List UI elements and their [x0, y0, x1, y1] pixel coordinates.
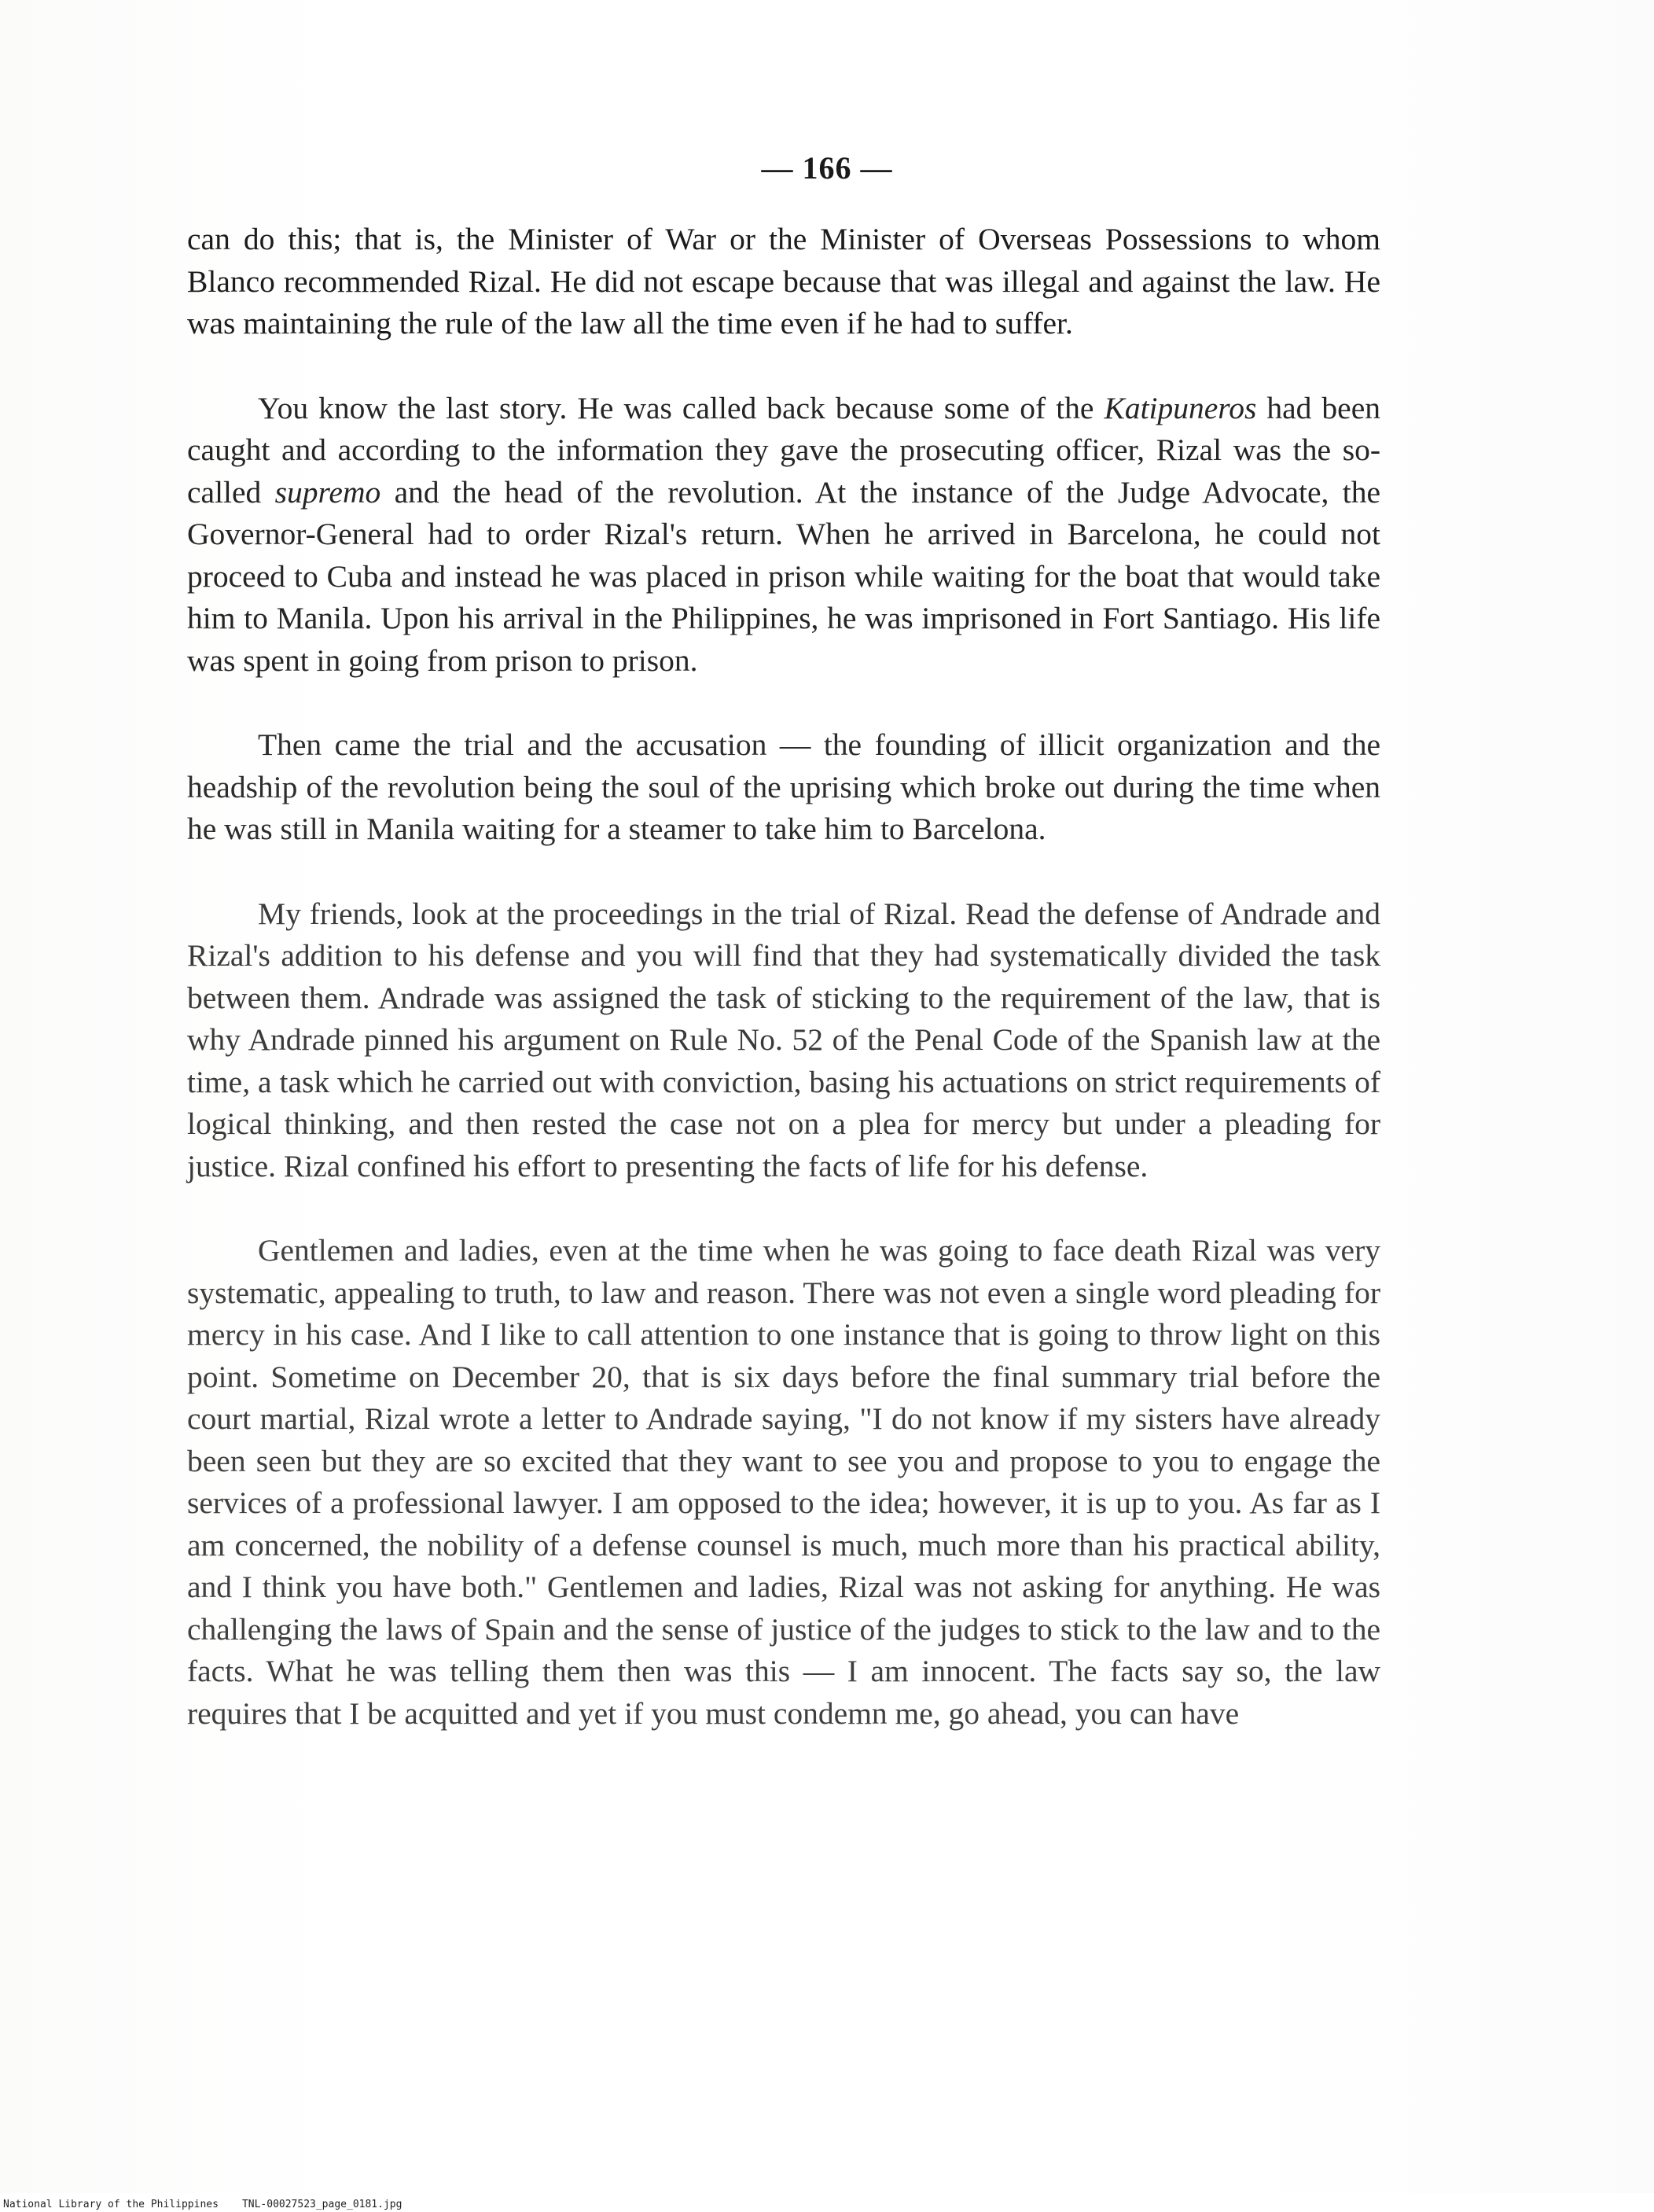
paragraph-5: [187, 1230, 1380, 1735]
page-number: — 166 —: [761, 150, 893, 186]
scan-footer: [0, 2193, 1654, 2212]
paragraph-3: [187, 724, 1380, 851]
italic-term-katipuneros: Katipuneros: [1104, 390, 1257, 425]
paragraph-2-text-b: had been caught and according to the information they gave the prosecuting officer, Rizal was the so-called: [187, 390, 1380, 510]
paragraph-1-text: can do this; that is, the Minister of War or the Minister of Overseas Possessions to whom Blanco recommended Rizal. He did not escape because that was illegal and against the law. He was maintaining the rule of the law all the time even if he had to suffer.: [187, 222, 1380, 340]
paragraph-4-text: My friends, look at the proceedings in the trial of Rizal. Read the defense of Andrade and Rizal's addition to his defense and you will find that they had systematically divided the task between them. Andrade was assigned the task of sticking to the requirement of the law, that is why Andrade pinned his argument on Rule No. 52 of the Penal Code of the Spanish law at the time, a task which he carried out with conviction, basing his actuations on strict requirements of logical thinking, and then rested the case not on a plea for mercy but under a pleading for justice. Rizal confined his effort to presenting the facts of life for his defense.: [187, 896, 1380, 1183]
paragraph-4: [187, 893, 1380, 1188]
paragraph-5-text: Gentlemen and ladies, even at the time when he was going to face death Rizal was very systematic, appealing to truth, to law and reason. There was not even a single word pleading for mercy in his case. And I like to call attention to one instance that is going to throw light on this point. Sometime on December 20, that is six days before the final summary trial before the court martial, Rizal wrote a letter to Andrade saying, "I do not know if my sisters have already been seen but they are so excited that they want to see you and propose to you to engage the services of a professional lawyer. I am opposed to the idea; however, it is up to you. As far as I am concerned, the nobility of a defense counsel is much, much more than his practical ability, and I think you have both." Gentlemen and ladies, Rizal was not asking for anything. He was challenging the laws of Spain and the sense of justice of the judges to stick to the law and to the facts. What he was telling them then was this — I am innocent. The facts say so, the law requires that I be acquitted and yet if you must condemn me, go ahead, you can have: [187, 1233, 1380, 1731]
scan-footer-text: [3, 2199, 425, 2210]
paragraph-3-text: Then came the trial and the accusation — the founding of illicit organization and the headship of the revolution being the soul of the uprising which broke out during the time when he was still in Manila waiting for a steamer to take him to Barcelona.: [187, 727, 1380, 846]
paragraph-2-text-c: and the head of the revolution. At the instance of the Judge Advocate, the Governor-General had to order Rizal's return. When he arrived in Barcelona, he could not proceed to Cuba and instead he was placed in prison while waiting for the boat that would take him to Manila. Upon his arrival in the Philippines, he was imprisoned in Fort Santiago. His life was spent in going from prison to prison.: [187, 474, 1381, 678]
paragraph-2: [187, 388, 1380, 683]
italic-term-supremo: supremo: [274, 474, 381, 510]
footer-file: TNL-00027523_page_0181.jpg: [241, 2199, 402, 2210]
footer-library: National Library of the Philippines: [3, 2199, 219, 2210]
paragraph-1: [187, 219, 1380, 345]
body-text: [187, 219, 1380, 1777]
paragraph-2-text-a: You know the last story. He was called back because some of the: [258, 390, 1105, 425]
